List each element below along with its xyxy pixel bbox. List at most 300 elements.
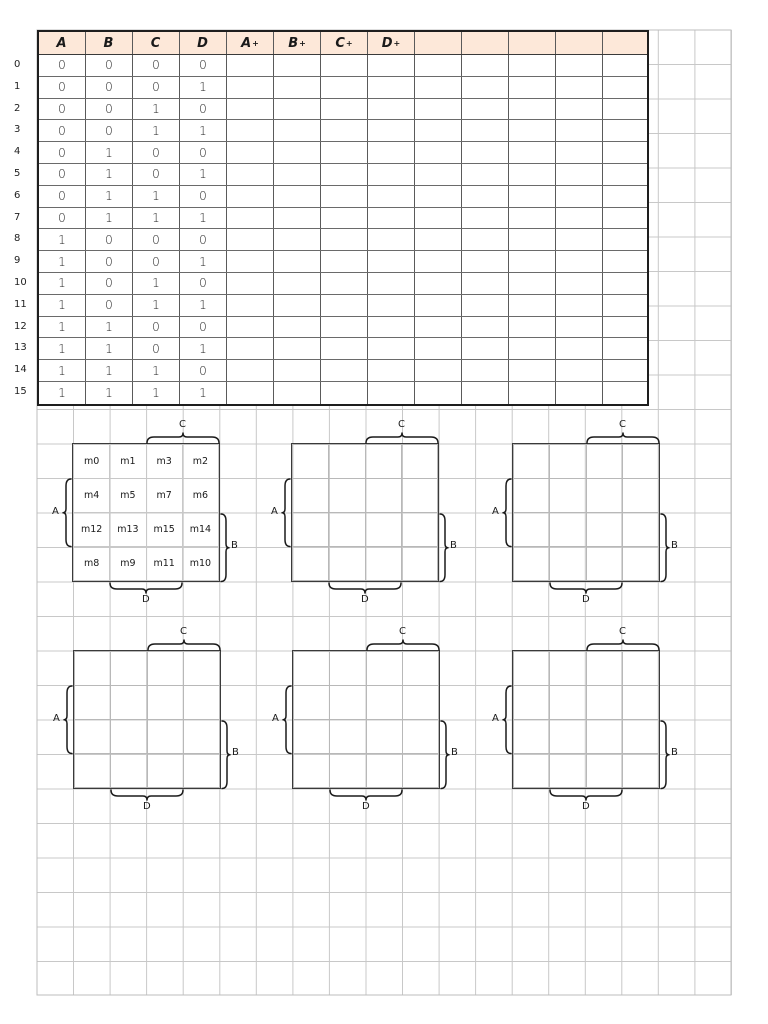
empty-cell[interactable] <box>462 164 509 185</box>
empty-cell[interactable] <box>227 55 274 76</box>
kmap-cell[interactable] <box>183 753 220 788</box>
kmap-cell[interactable] <box>549 512 586 547</box>
input-cell: 0 <box>86 120 133 141</box>
input-cell: 0 <box>133 317 180 338</box>
empty-cell[interactable] <box>462 55 509 76</box>
header-superscript: + <box>345 38 353 48</box>
empty-cell[interactable] <box>556 317 603 338</box>
empty-cell[interactable] <box>321 120 368 141</box>
empty-cell[interactable] <box>509 360 556 381</box>
input-cell: 0 <box>86 77 133 98</box>
kmap-cell[interactable] <box>74 753 111 788</box>
kmap-cell[interactable] <box>622 651 659 686</box>
empty-cell[interactable] <box>556 186 603 207</box>
empty-cell[interactable] <box>227 229 274 250</box>
input-cell: 0 <box>180 229 227 250</box>
input-cell: 1 <box>39 229 86 250</box>
kmap-cell[interactable] <box>293 685 330 720</box>
input-cell: 1 <box>86 317 133 338</box>
empty-cell[interactable] <box>603 338 647 359</box>
kmap-cell[interactable] <box>402 685 439 720</box>
empty-cell[interactable] <box>556 77 603 98</box>
header-cell <box>603 32 647 54</box>
empty-cell[interactable] <box>462 120 509 141</box>
empty-cell[interactable] <box>415 186 462 207</box>
kmap-cell[interactable] <box>549 719 586 754</box>
kmap-cell[interactable] <box>622 719 659 754</box>
input-cell: 0 <box>133 164 180 185</box>
kmap-cell[interactable] <box>365 478 402 513</box>
empty-cell[interactable] <box>321 99 368 120</box>
empty-cell[interactable] <box>415 77 462 98</box>
empty-cell[interactable] <box>556 338 603 359</box>
kmap-cell[interactable] <box>586 753 623 788</box>
kmap-cell[interactable] <box>74 719 111 754</box>
empty-cell[interactable] <box>556 142 603 163</box>
d-brace <box>328 582 402 594</box>
kmap-grid <box>512 650 660 789</box>
empty-cell[interactable] <box>368 164 415 185</box>
empty-cell[interactable] <box>274 382 321 404</box>
empty-cell[interactable] <box>227 273 274 294</box>
kmap-cell[interactable] <box>586 478 623 513</box>
input-cell: 1 <box>180 120 227 141</box>
minterm-cell: m10 <box>182 546 219 581</box>
table-row <box>39 382 647 404</box>
input-cell: 0 <box>86 273 133 294</box>
empty-cell[interactable] <box>603 142 647 163</box>
kmap-cell[interactable] <box>622 685 659 720</box>
empty-cell[interactable] <box>415 295 462 316</box>
empty-cell[interactable] <box>462 338 509 359</box>
empty-cell[interactable] <box>321 273 368 294</box>
empty-cell[interactable] <box>368 295 415 316</box>
kmap-cell[interactable] <box>328 444 365 479</box>
kmap-cell[interactable] <box>402 719 439 754</box>
kmap-cell[interactable] <box>328 512 365 547</box>
empty-cell[interactable] <box>462 360 509 381</box>
input-cell: 0 <box>39 55 86 76</box>
empty-cell[interactable] <box>415 55 462 76</box>
empty-cell[interactable] <box>509 295 556 316</box>
kmap-cell[interactable] <box>622 512 659 547</box>
input-cell: 0 <box>133 142 180 163</box>
empty-cell[interactable] <box>321 382 368 404</box>
empty-cell[interactable] <box>509 120 556 141</box>
kmap-cell[interactable] <box>586 444 623 479</box>
empty-cell[interactable] <box>415 142 462 163</box>
empty-cell[interactable] <box>227 251 274 272</box>
kmap-cell[interactable] <box>110 651 147 686</box>
input-cell: 1 <box>133 382 180 404</box>
kmap-cell[interactable] <box>293 753 330 788</box>
empty-cell[interactable] <box>368 273 415 294</box>
empty-cell[interactable] <box>368 55 415 76</box>
kmap-cell[interactable] <box>365 444 402 479</box>
empty-cell[interactable] <box>415 273 462 294</box>
empty-cell[interactable] <box>556 382 603 404</box>
empty-cell[interactable] <box>321 208 368 229</box>
empty-cell[interactable] <box>556 251 603 272</box>
input-cell: 1 <box>133 360 180 381</box>
kmap-cell[interactable] <box>329 719 366 754</box>
kmap-grid <box>73 650 221 789</box>
empty-cell[interactable] <box>603 317 647 338</box>
kmap-cell[interactable] <box>74 651 111 686</box>
kmap-cell[interactable] <box>292 478 329 513</box>
empty-cell[interactable] <box>321 338 368 359</box>
kmap-cell[interactable] <box>74 685 111 720</box>
empty-cell[interactable] <box>509 99 556 120</box>
b-brace <box>440 720 450 790</box>
empty-cell[interactable] <box>321 360 368 381</box>
kmap-cell[interactable] <box>549 444 586 479</box>
empty-cell[interactable] <box>227 360 274 381</box>
empty-cell[interactable] <box>274 120 321 141</box>
empty-cell[interactable] <box>415 317 462 338</box>
empty-cell[interactable] <box>227 338 274 359</box>
empty-cell[interactable] <box>321 229 368 250</box>
kmap-cell[interactable] <box>513 512 550 547</box>
empty-cell[interactable] <box>603 208 647 229</box>
table-row <box>39 164 647 186</box>
empty-cell[interactable] <box>274 77 321 98</box>
kmap-cell[interactable] <box>365 512 402 547</box>
empty-cell[interactable] <box>321 186 368 207</box>
row-number: 2 <box>14 102 21 114</box>
kmap-cell[interactable] <box>366 753 403 788</box>
table-row <box>39 251 647 273</box>
empty-cell[interactable] <box>368 99 415 120</box>
empty-cell[interactable] <box>509 229 556 250</box>
empty-cell[interactable] <box>227 208 274 229</box>
empty-cell[interactable] <box>368 120 415 141</box>
kmap-cell[interactable] <box>366 685 403 720</box>
kmap-cell[interactable] <box>183 651 220 686</box>
empty-cell[interactable] <box>274 295 321 316</box>
b-label: B <box>231 540 238 552</box>
kmap-cell[interactable] <box>622 444 659 479</box>
table-row <box>39 120 647 142</box>
kmap-cell[interactable] <box>366 719 403 754</box>
input-cell: 0 <box>86 251 133 272</box>
kmap-cell[interactable] <box>292 512 329 547</box>
empty-cell[interactable] <box>415 338 462 359</box>
empty-cell[interactable] <box>509 251 556 272</box>
empty-cell[interactable] <box>603 382 647 404</box>
empty-cell[interactable] <box>556 360 603 381</box>
empty-cell[interactable] <box>462 295 509 316</box>
empty-cell[interactable] <box>368 317 415 338</box>
kmap-cell[interactable] <box>365 546 402 581</box>
kmap-cell[interactable] <box>513 719 550 754</box>
empty-cell[interactable] <box>274 360 321 381</box>
empty-cell[interactable] <box>509 77 556 98</box>
input-cell: 0 <box>39 99 86 120</box>
kmap-cell[interactable] <box>513 685 550 720</box>
kmap-cell[interactable] <box>549 651 586 686</box>
kmap-cell[interactable] <box>549 478 586 513</box>
empty-cell[interactable] <box>603 295 647 316</box>
empty-cell[interactable] <box>274 273 321 294</box>
empty-cell[interactable] <box>321 142 368 163</box>
c-label: C <box>398 419 405 430</box>
kmap-cell[interactable] <box>401 478 438 513</box>
row-number: 10 <box>14 276 27 288</box>
kmap-cell[interactable] <box>329 685 366 720</box>
input-cell: 0 <box>39 77 86 98</box>
empty-cell[interactable] <box>321 55 368 76</box>
kmap-cell[interactable] <box>586 651 623 686</box>
empty-cell[interactable] <box>556 273 603 294</box>
empty-cell[interactable] <box>556 295 603 316</box>
empty-cell[interactable] <box>227 295 274 316</box>
empty-cell[interactable] <box>415 208 462 229</box>
table-row <box>39 295 647 317</box>
kmap-cell[interactable] <box>293 651 330 686</box>
kmap-cell[interactable] <box>401 512 438 547</box>
empty-cell[interactable] <box>603 164 647 185</box>
empty-cell[interactable] <box>274 317 321 338</box>
empty-cell[interactable] <box>603 360 647 381</box>
empty-cell[interactable] <box>462 77 509 98</box>
kmap-cell[interactable] <box>110 719 147 754</box>
empty-cell[interactable] <box>274 164 321 185</box>
empty-cell[interactable] <box>556 164 603 185</box>
empty-cell[interactable] <box>415 164 462 185</box>
empty-cell[interactable] <box>368 360 415 381</box>
kmap-cell[interactable] <box>328 546 365 581</box>
empty-cell[interactable] <box>462 186 509 207</box>
kmap-cell[interactable] <box>329 651 366 686</box>
input-cell: 0 <box>133 229 180 250</box>
row-number: 6 <box>14 189 21 201</box>
empty-cell[interactable] <box>509 273 556 294</box>
minterm-cell: m12 <box>73 512 110 547</box>
empty-cell[interactable] <box>415 120 462 141</box>
empty-cell[interactable] <box>462 317 509 338</box>
kmap-cell[interactable] <box>513 546 550 581</box>
c-brace <box>365 432 439 444</box>
empty-cell[interactable] <box>462 99 509 120</box>
kmap-cell[interactable] <box>549 753 586 788</box>
kmap-cell[interactable] <box>183 719 220 754</box>
empty-cell[interactable] <box>509 164 556 185</box>
b-label: B <box>671 747 678 759</box>
empty-cell[interactable] <box>227 77 274 98</box>
empty-cell[interactable] <box>321 317 368 338</box>
input-cell: 1 <box>39 295 86 316</box>
header-label: C <box>150 35 161 51</box>
row-number: 11 <box>14 298 27 310</box>
kmap-cell[interactable] <box>293 719 330 754</box>
kmap-cell[interactable] <box>549 546 586 581</box>
empty-cell[interactable] <box>509 186 556 207</box>
kmap-cell[interactable] <box>586 546 623 581</box>
b-brace <box>220 513 230 583</box>
kmap-cell[interactable] <box>513 478 550 513</box>
empty-cell[interactable] <box>368 229 415 250</box>
kmap-cell[interactable] <box>622 478 659 513</box>
d-label: D <box>143 801 151 812</box>
kmap-cell[interactable] <box>292 546 329 581</box>
empty-cell[interactable] <box>556 99 603 120</box>
kmap-cell[interactable] <box>586 719 623 754</box>
empty-cell[interactable] <box>227 120 274 141</box>
header-label: D <box>381 35 393 51</box>
empty-cell[interactable] <box>368 208 415 229</box>
input-cell: 1 <box>180 164 227 185</box>
b-brace <box>660 720 670 790</box>
header-superscript: + <box>252 38 259 48</box>
kmap-cell[interactable] <box>622 546 659 581</box>
empty-cell[interactable] <box>274 186 321 207</box>
empty-cell[interactable] <box>509 317 556 338</box>
empty-cell[interactable] <box>321 251 368 272</box>
c-label: C <box>399 626 406 637</box>
empty-cell[interactable] <box>462 208 509 229</box>
kmap-cell[interactable] <box>401 546 438 581</box>
empty-cell[interactable] <box>556 208 603 229</box>
kmap-cell[interactable] <box>183 685 220 720</box>
kmap-cell[interactable] <box>110 753 147 788</box>
empty-cell[interactable] <box>603 186 647 207</box>
kmap-cell[interactable] <box>622 753 659 788</box>
d-label: D <box>142 594 150 605</box>
input-cell: 1 <box>180 77 227 98</box>
kmap-cell[interactable] <box>147 719 184 754</box>
table-header-row <box>39 32 647 55</box>
empty-cell[interactable] <box>462 142 509 163</box>
empty-cell[interactable] <box>368 142 415 163</box>
empty-cell[interactable] <box>227 164 274 185</box>
kmap-cell[interactable] <box>402 651 439 686</box>
empty-cell[interactable] <box>462 273 509 294</box>
empty-cell[interactable] <box>321 295 368 316</box>
empty-cell[interactable] <box>368 186 415 207</box>
empty-cell[interactable] <box>274 55 321 76</box>
kmap-cell[interactable] <box>366 651 403 686</box>
empty-cell[interactable] <box>509 382 556 404</box>
minterm-cell: m0 <box>73 444 110 479</box>
empty-cell[interactable] <box>415 360 462 381</box>
a-brace <box>502 685 512 755</box>
empty-cell[interactable] <box>603 251 647 272</box>
d-brace <box>329 789 403 801</box>
empty-cell[interactable] <box>227 382 274 404</box>
input-cell: 1 <box>86 360 133 381</box>
kmap-cell[interactable] <box>513 651 550 686</box>
empty-cell[interactable] <box>603 77 647 98</box>
empty-cell[interactable] <box>274 208 321 229</box>
input-cell: 0 <box>133 55 180 76</box>
empty-cell[interactable] <box>274 338 321 359</box>
empty-cell[interactable] <box>509 338 556 359</box>
table-row <box>39 55 647 77</box>
a-label: A <box>52 505 59 517</box>
empty-cell[interactable] <box>603 273 647 294</box>
b-brace <box>439 513 449 583</box>
kmap-cell[interactable] <box>513 753 550 788</box>
empty-cell[interactable] <box>509 142 556 163</box>
empty-cell[interactable] <box>274 251 321 272</box>
kmap-cell[interactable] <box>110 685 147 720</box>
input-cell: 0 <box>180 360 227 381</box>
empty-cell[interactable] <box>415 382 462 404</box>
empty-cell[interactable] <box>556 120 603 141</box>
kmap-cell[interactable] <box>328 478 365 513</box>
c-brace <box>146 432 220 444</box>
kmap-cell[interactable] <box>513 444 550 479</box>
kmap-cell[interactable] <box>401 444 438 479</box>
input-cell: 1 <box>133 295 180 316</box>
empty-cell[interactable] <box>556 55 603 76</box>
kmap-cell[interactable] <box>147 651 184 686</box>
input-cell: 1 <box>86 186 133 207</box>
empty-cell[interactable] <box>368 382 415 404</box>
kmap-cell[interactable] <box>147 685 184 720</box>
kmap-cell[interactable] <box>292 444 329 479</box>
row-number: 12 <box>14 320 27 332</box>
a-label: A <box>492 712 499 724</box>
minterm-cell: m8 <box>73 546 110 581</box>
a-label: A <box>271 505 278 517</box>
empty-cell[interactable] <box>227 99 274 120</box>
empty-cell[interactable] <box>462 251 509 272</box>
kmap-cell[interactable] <box>549 685 586 720</box>
empty-cell[interactable] <box>556 229 603 250</box>
kmap-cell[interactable] <box>402 753 439 788</box>
empty-cell[interactable] <box>603 229 647 250</box>
empty-cell[interactable] <box>368 77 415 98</box>
empty-cell[interactable] <box>368 338 415 359</box>
empty-cell[interactable] <box>321 164 368 185</box>
minterm-cell: m9 <box>109 546 146 581</box>
empty-cell[interactable] <box>274 142 321 163</box>
empty-cell[interactable] <box>509 208 556 229</box>
kmap-grid <box>72 443 220 582</box>
header-label: A <box>241 35 252 51</box>
empty-cell[interactable] <box>415 99 462 120</box>
empty-cell[interactable] <box>415 229 462 250</box>
empty-cell[interactable] <box>603 120 647 141</box>
empty-cell[interactable] <box>274 229 321 250</box>
empty-cell[interactable] <box>462 382 509 404</box>
empty-cell[interactable] <box>368 251 415 272</box>
empty-cell[interactable] <box>415 251 462 272</box>
header-cell <box>462 32 509 54</box>
kmap-cell[interactable] <box>147 753 184 788</box>
empty-cell[interactable] <box>603 99 647 120</box>
input-cell: 1 <box>180 251 227 272</box>
empty-cell[interactable] <box>462 229 509 250</box>
kmap-cell[interactable] <box>586 685 623 720</box>
empty-cell[interactable] <box>227 142 274 163</box>
empty-cell[interactable] <box>509 55 556 76</box>
kmap-cell[interactable] <box>329 753 366 788</box>
empty-cell[interactable] <box>603 55 647 76</box>
c-brace <box>147 639 221 651</box>
empty-cell[interactable] <box>227 186 274 207</box>
empty-cell[interactable] <box>321 77 368 98</box>
c-label: C <box>619 419 626 430</box>
row-number: 13 <box>14 342 27 354</box>
b-brace <box>221 720 231 790</box>
empty-cell[interactable] <box>274 99 321 120</box>
kmap-cell[interactable] <box>586 512 623 547</box>
header-superscript: + <box>299 38 306 48</box>
empty-cell[interactable] <box>227 317 274 338</box>
